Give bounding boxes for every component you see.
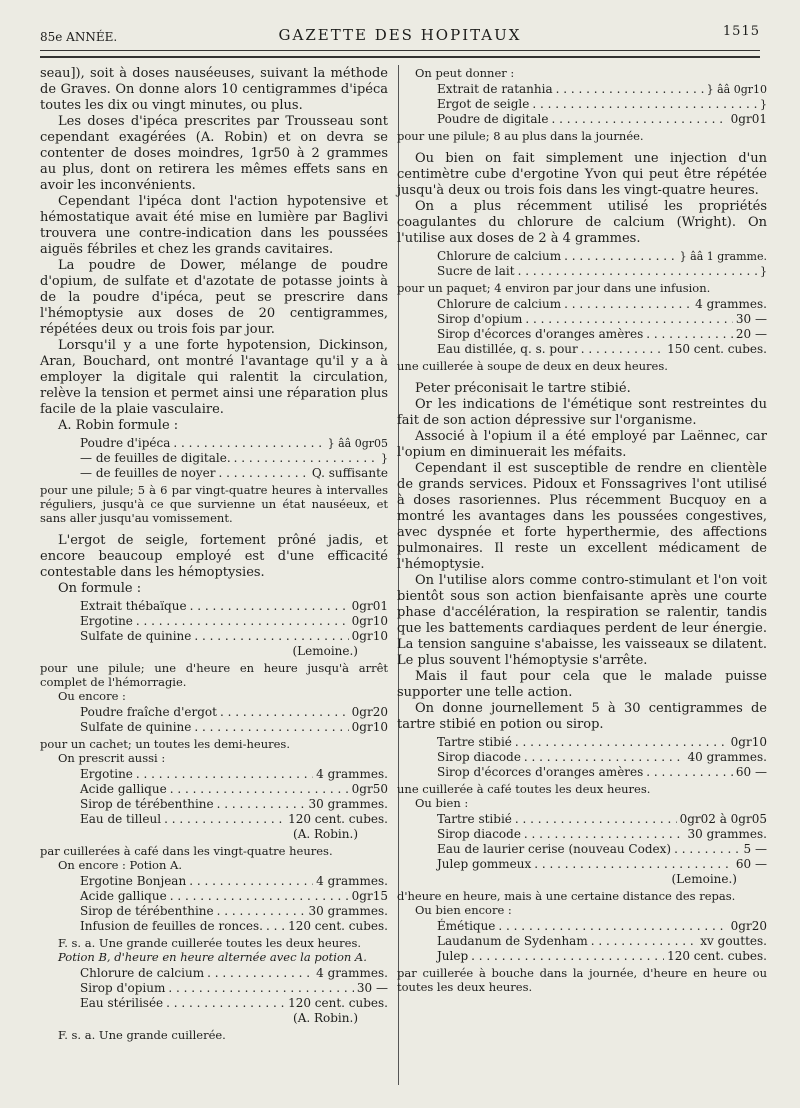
paragraph: On donne journellement 5 à 30 centigrammes de tartre stibié en potion ou sirop. <box>397 701 767 732</box>
prescription <box>80 966 388 1026</box>
note: par cuillerée à bouche dans la journée, d'heure en heure ou toutes les deux heures. <box>397 966 767 994</box>
paragraph: L'ergot de seigle, fortement prôné jadis, et encore beaucoup employé est d'une efficacité contestable dans les hémoptysies. <box>40 533 388 580</box>
prescription-line: — de feuilles de digitale. . . . } <box>80 451 388 466</box>
right-column <box>397 66 767 994</box>
prescription-line: Julep gommeux . . . 60 — <box>437 857 767 872</box>
paragraph: Or les indications de l'émétique sont restreintes du fait de son action dépressive sur l'organisme. <box>397 397 767 428</box>
author-credit: (A. Robin.) <box>293 827 358 841</box>
paragraph: On l'utilise alors comme contro-stimulant et l'on voit bientôt sous son action bienfaisante après une courte phase d'accélération, la respiration se ralentir, tandis que les battements cardiaques perdent de leur énergie. La tension sanguine s'abaisse, les vaisseaux se dilatent. Le plus souvent l'hémoptysie s'arrête. <box>397 573 767 668</box>
prescription-line: Sucre de lait . . . } <box>437 264 767 279</box>
prescription <box>437 82 767 127</box>
left-column <box>40 66 388 1042</box>
prescription <box>437 919 767 964</box>
prescription-line: Eau distillée, q. s. pour . . . 150 cent. cubes. <box>437 342 767 357</box>
paragraph: Ou bien on fait simplement une injection d'un centimètre cube d'ergotine Yvon qui peut être répétée jusqu'à deux ou trois fois dans les vingt-quatre heures. <box>397 151 767 198</box>
prescription-line: — de feuilles de noyer . . . Q. suffisante <box>80 466 388 481</box>
paragraph: On formule : <box>58 581 142 596</box>
note: On peut donner : <box>415 66 515 80</box>
prescription-line: Poudre de digitale . . . 0gr01 <box>437 112 767 127</box>
paragraph: Lorsqu'il y a une forte hypotension, Dickinson, Aran, Bouchard, ont montré l'avantage qu'il y a à employer la digitale qui ralentit la circulation, relève la tension et permet ainsi une réparation plus facile de la plaie vasculaire. <box>40 338 388 417</box>
prescription <box>80 705 388 735</box>
note: pour une pilule; 5 à 6 par vingt-quatre heures à intervalles réguliers, jusqu'à ce que survienne un état nauséeux, et sans aller jusqu'au vomissement. <box>40 483 388 525</box>
note: pour un cachet; un toutes les demi-heures. <box>40 737 290 751</box>
prescription <box>80 436 388 481</box>
prescription-line: Sirop diacode . . . 40 grammes. <box>437 750 767 765</box>
prescription-line: Sirop de térébenthine . . . 30 grammes. <box>80 797 388 812</box>
note: Potion B, d'heure en heure alternée avec la potion A. <box>58 950 367 964</box>
author-credit: (Lemoine.) <box>292 644 358 658</box>
note: On encore : Potion A. <box>58 858 182 872</box>
prescription-line: Sirop d'opium . . . 30 — <box>437 312 767 327</box>
prescription-line: Sirop d'écorces d'oranges amères . . . 60 — <box>437 765 767 780</box>
prescription-line: Sulfate de quinine . . . 0gr10 <box>80 720 388 735</box>
prescription-line: Tartre stibié . . . 0gr10 <box>437 735 767 750</box>
paragraph: Les doses d'ipéca prescrites par Trousseau sont cependant exagérées (A. Robin) et on devra se contenter de doses moindres, 1gr50 à 2 grammes au plus, dont on retirera les mêmes effets sans en avoir les inconvénients. <box>40 114 388 193</box>
prescription-line: Acide gallique . . . 0gr15 <box>80 889 388 904</box>
prescription-line: Ergotine . . . 4 grammes. <box>80 767 388 782</box>
note: par cuillerées à café dans les vingt-quatre heures. <box>40 844 333 858</box>
prescription-line: Sirop d'écorces d'oranges amères . . . 20 — <box>437 327 767 342</box>
prescription <box>80 767 388 842</box>
note: F. s. a. Une grande cuillerée toutes les deux heures. <box>58 936 362 950</box>
prescription-line: Sirop d'opium . . . 30 — <box>80 981 388 996</box>
prescription-line: Extrait de ratanhia . . . } ââ 0gr10 <box>437 82 767 97</box>
prescription <box>437 735 767 780</box>
prescription-line: Extrait thébaïque . . . 0gr01 <box>80 599 388 614</box>
prescription-line: Émétique . . . 0gr20 <box>437 919 767 934</box>
prescription-line: Sulfate de quinine . . . 0gr10 <box>80 629 388 644</box>
note: pour un paquet; 4 environ par jour dans une infusion. <box>397 281 711 295</box>
prescription <box>437 297 767 357</box>
prescription-line: Ergotine Bonjean . . . 4 grammes. <box>80 874 388 889</box>
note: pour une pilule; une d'heure en heure jusqu'à arrêt complet de l'hémorragie. <box>40 661 388 689</box>
prescription-line: Eau de laurier cerise (nouveau Codex) . . . 5 — <box>437 842 767 857</box>
note: On prescrit aussi : <box>58 751 166 765</box>
author-credit: (Lemoine.) <box>671 872 737 886</box>
note: Ou encore : <box>58 689 126 703</box>
prescription <box>80 874 388 934</box>
paragraph: Peter préconisait le tartre stibié. <box>415 381 631 396</box>
prescription <box>437 249 767 279</box>
prescription-line: Eau de tilleul . . . 120 cent. cubes. <box>80 812 388 827</box>
note: F. s. a. Une grande cuillerée. <box>58 1028 226 1042</box>
prescription-line: Ergotine . . . 0gr10 <box>80 614 388 629</box>
prescription <box>437 812 767 887</box>
note: pour une pilule; 8 au plus dans la journée. <box>397 129 644 143</box>
paragraph: Cependant l'ipéca dont l'action hypotensive et hémostatique avait été mise en lumière par Baglivi trouvera une contre-indication dans les poussées aiguës fébriles et chez les grands cavitaires. <box>40 194 388 257</box>
prescription-line: Sirop de térébenthine . . . 30 grammes. <box>80 904 388 919</box>
page-header <box>40 22 760 46</box>
year-label: 85e ANNÉE. <box>40 30 118 44</box>
prescription-line: Infusion de feuilles de ronces. . . . 120 cent. cubes. <box>80 919 388 934</box>
prescription-line: Poudre d'ipéca . . . } ââ 0gr05 <box>80 436 388 451</box>
prescription-line: Acide gallique . . . 0gr50 <box>80 782 388 797</box>
prescription-line: Tartre stibié . . . 0gr02 à 0gr05 <box>437 812 767 827</box>
header-rule-top <box>40 50 760 51</box>
prescription-line: Chlorure de calcium . . . 4 grammes. <box>437 297 767 312</box>
prescription-line: Chlorure de calcium . . . 4 grammes. <box>80 966 388 981</box>
author-credit: (A. Robin.) <box>293 1011 358 1025</box>
prescription-line: Sirop diacode . . . 30 grammes. <box>437 827 767 842</box>
note: une cuillerée à café toutes les deux heures. <box>397 782 651 796</box>
paragraph: Mais il faut pour cela que le malade puisse supporter une telle action. <box>397 669 767 700</box>
note: Ou bien encore : <box>415 903 512 917</box>
prescription <box>80 599 388 659</box>
prescription-line: Poudre fraîche d'ergot . . . 0gr20 <box>80 705 388 720</box>
journal-title: GAZETTE DES HOPITAUX <box>278 26 522 44</box>
paragraph: La poudre de Dower, mélange de poudre d'opium, de sulfate et d'azotate de potasse joints à de la poudre d'ipéca, peut se prescrire dans l'hémoptysie aux doses de 20 centigrammes, répétées deux ou trois fois par jour. <box>40 258 388 337</box>
note: Ou bien : <box>415 796 469 810</box>
prescription-line: Laudanum de Sydenham . . . xv gouttes. <box>437 934 767 949</box>
prescription-line: Julep . . . 120 cent. cubes. <box>437 949 767 964</box>
page-number: 1515 <box>722 24 760 39</box>
prescription-line: Eau stérilisée . . . 120 cent. cubes. <box>80 996 388 1011</box>
paragraph: A. Robin formule : <box>58 418 179 433</box>
paragraph: On a plus récemment utilisé les propriétés coagulantes du chlorure de calcium (Wright). On l'utilise aux doses de 2 à 4 grammes. <box>397 199 767 246</box>
note: une cuillerée à soupe de deux en deux heures. <box>397 359 668 373</box>
paragraph: Associé à l'opium il a été employé par Laënnec, car l'opium en diminuerait les méfaits. <box>397 429 767 460</box>
note: d'heure en heure, mais à une certaine distance des repas. <box>397 889 736 903</box>
paragraph: Cependant il est susceptible de rendre en clientèle de grands services. Pidoux et Fonssagrives l'ont utilisé à doses rasoriennes. Plus récemment Bucquoy en a montré les avantages dans les poussées congestives, avec dyspnée et forte hyperthermie, des affections pulmonaires. Il reste un excellent médicament de l'hémoptysie. <box>397 461 767 572</box>
prescription-line: Chlorure de calcium . . . } ââ 1 gramme. <box>437 249 767 264</box>
paragraph: seau]), soit à doses nauséeuses, suivant la méthode de Graves. On donne alors 10 centigrammes d'ipéca toutes les dix ou vingt minutes, ou plus. <box>40 66 388 113</box>
prescription-line: Ergot de seigle . . . } <box>437 97 767 112</box>
header-rule-bottom <box>40 56 760 58</box>
